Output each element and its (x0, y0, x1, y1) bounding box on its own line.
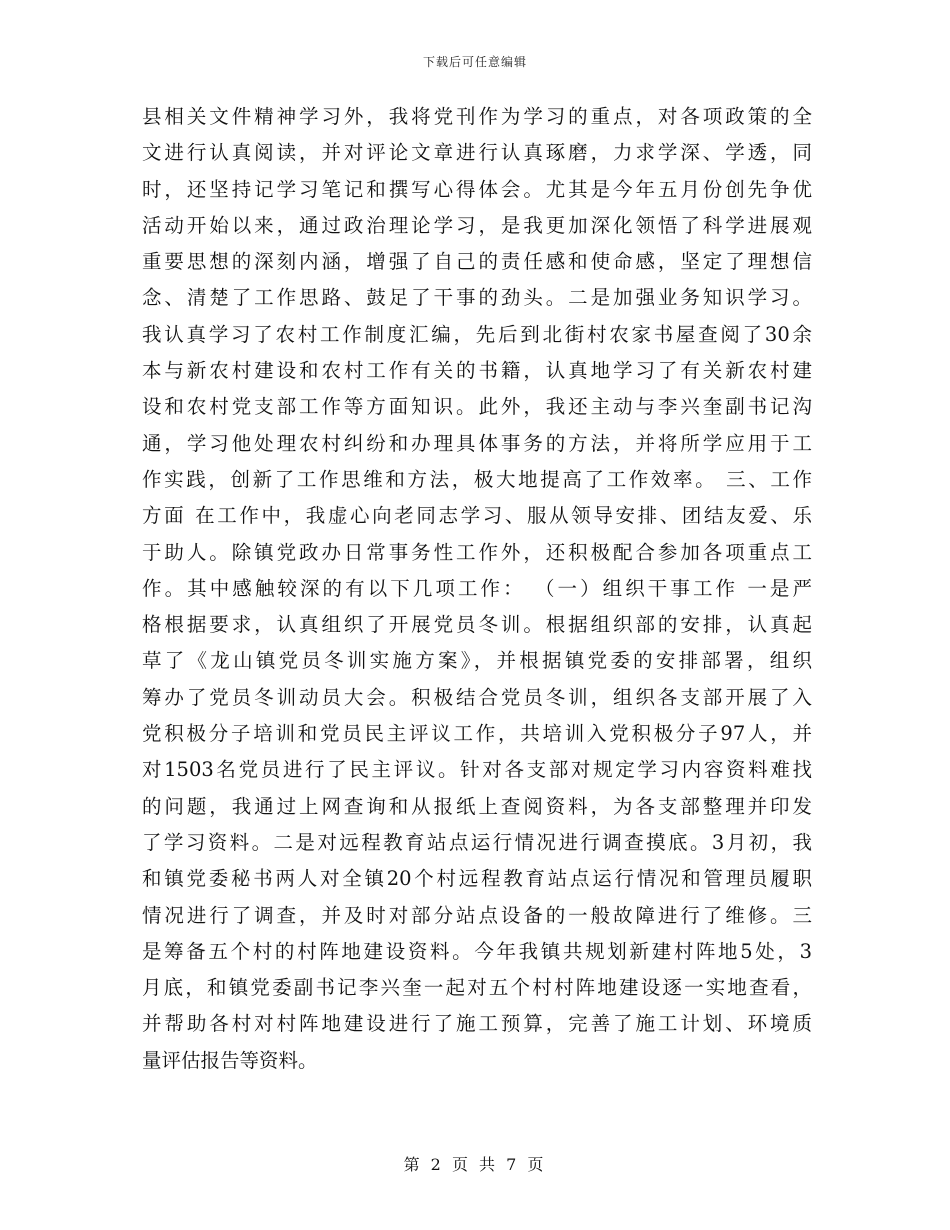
body-line: 情况进行了调查，并及时对部分站点设备的一般故障进行了维修。三 (142, 903, 812, 927)
body-line: 作。其中感触较深的有以下几项工作： （一）组织干事工作 一是严 (142, 576, 812, 600)
body-line: 了学习资料。二是对远程教育站点运行情况进行调查摸底。3月初，我 (142, 830, 812, 854)
body-line: 县相关文件精神学习外，我将党刊作为学习的重点，对各项政策的全 (142, 105, 812, 128)
body-line: 通，学习他处理农村纠纷和办理具体事务的方法，并将所学应用于工 (142, 431, 812, 455)
body-line: 和镇党委秘书两人对全镇20个村远程教育站点运行情况和管理员履职 (142, 867, 812, 891)
body-line: 本与新农村建设和农村工作有关的书籍，认真地学习了有关新农村建 (142, 359, 812, 383)
body-line: 是筹备五个村的村阵地建设资料。今年我镇共规划新建村阵地5处，3 (142, 939, 812, 963)
body-line: 草了《龙山镇党员冬训实施方案》，并根据镇党委的安排部署，组织 (142, 649, 812, 673)
body-line: 的问题，我通过上网查询和从报纸上查阅资料，为各支部整理并印发 (142, 794, 812, 818)
document-body (142, 99, 812, 1079)
body-line: 重要思想的深刻内涵，增强了自己的责任感和使命感，坚定了理想信 (142, 250, 812, 274)
body-line: 我认真学习了农村工作制度汇编，先后到北街村农家书屋查阅了30余 (142, 322, 812, 346)
body-line: 并帮助各村对村阵地建设进行了施工预算，完善了施工计划、环境质 (142, 1012, 812, 1036)
body-line: 格根据要求，认真组织了开展党员冬训。根据组织部的安排，认真起 (142, 613, 812, 637)
page-header-note: 下载后可任意编辑 (422, 55, 527, 69)
body-line: 月底，和镇党委副书记李兴奎一起对五个村村阵地建设逐一实地查看， (142, 976, 812, 1000)
body-line: 量评估报告等资料。 (142, 1048, 318, 1072)
body-line: 念、清楚了工作思路、鼓足了干事的劲头。二是加强业务知识学习。 (142, 286, 812, 310)
body-line: 党积极分子培训和党员民主评议工作，共培训入党积极分子97人，并 (142, 722, 812, 746)
body-line: 设和农村党支部工作等方面知识。此外，我还主动与李兴奎副书记沟 (142, 395, 812, 419)
body-line: 活动开始以来，通过政治理论学习，是我更加深化领悟了科学进展观 (142, 213, 812, 237)
body-line: 筹办了党员冬训动员大会。积极结合党员冬训，组织各支部开展了入 (142, 685, 812, 709)
body-line: 对1503名党员进行了民主评议。针对各支部对规定学习内容资料难找 (142, 758, 812, 782)
page-number-footer: 第 2 页 共 7 页 (403, 1155, 547, 1174)
body-line: 时，还坚持记学习笔记和撰写心得体会。尤其是今年五月份创先争优 (142, 177, 812, 201)
body-line: 于助人。除镇党政办日常事务性工作外，还积极配合参加各项重点工 (142, 540, 812, 564)
body-line: 文进行认真阅读，并对评论文章进行认真琢磨，力求学深、学透，同 (142, 141, 812, 165)
body-line: 方面 在工作中，我虚心向老同志学习、服从领导安排、团结友爱、乐 (142, 504, 812, 528)
body-line: 作实践，创新了工作思维和方法，极大地提高了工作效率。 三、工作 (142, 467, 812, 491)
